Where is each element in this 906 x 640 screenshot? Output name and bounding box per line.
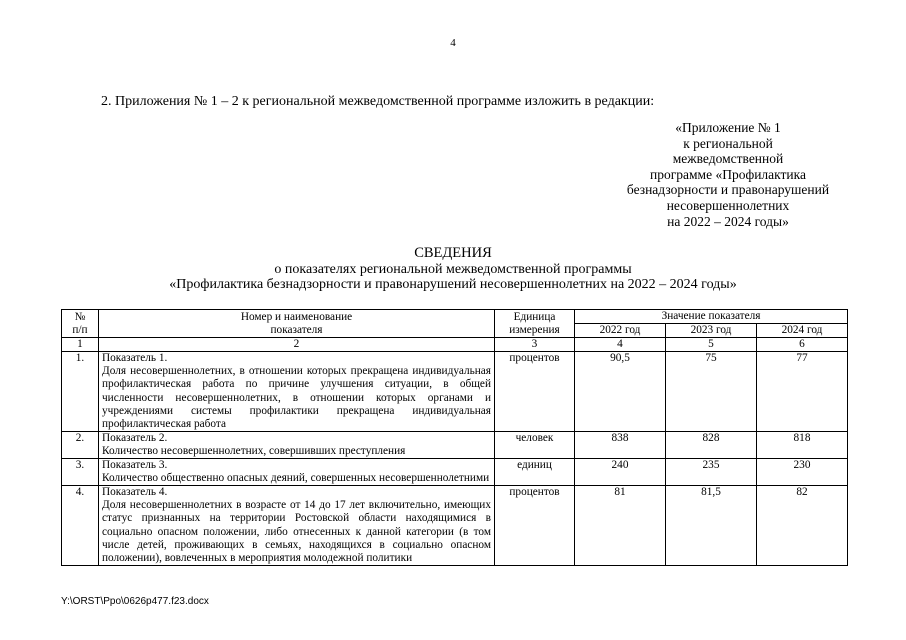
header-year-2024: 2024 год (757, 324, 848, 338)
indicator-description: Количество несовершеннолетних, совершивших преступления (102, 444, 406, 457)
heading-program-name: «Профилактика безнадзорности и правонарушений несовершеннолетних на 2022 – 2024 годы» (169, 277, 737, 292)
appendix-line: на 2022 – 2024 годы» (667, 213, 789, 229)
indicator-cell (99, 352, 495, 432)
appendix-line: безнадзорности и правонарушений (626, 182, 830, 198)
unit-cell: единиц (495, 459, 575, 486)
row-number: 3. (62, 459, 99, 486)
table-row (62, 486, 848, 566)
indicator-cell (99, 431, 495, 458)
value-2022: 90,5 (575, 352, 666, 432)
header-number (62, 310, 99, 338)
header-name-line: Номер и наименование (240, 310, 353, 323)
header-unit-line: Единица (513, 310, 556, 323)
indicator-description: Количество общественно опасных деяний, совершенных несовершеннолетними (102, 472, 490, 485)
header-value-group: Значение показателя (575, 310, 848, 324)
column-numbers-row (62, 338, 848, 352)
table-row (62, 431, 848, 458)
value-2022: 81 (575, 486, 666, 566)
value-2023: 75 (666, 352, 757, 432)
value-2023: 828 (666, 431, 757, 458)
table-row (62, 459, 848, 486)
row-number: 4. (62, 486, 99, 566)
document-heading (0, 246, 906, 293)
indicator-description: Доля несовершеннолетних в возрасте от 14 до 17 лет включительно, имеющих статус признанных на территории Ростовской области находящимися в социально опасном положении, либо отнесенных к данной категории (в том числе детей, проживающих в семьях, находящихся в социально опасном положении), вовлеченных в мероприятия молодежной политики (102, 499, 491, 564)
file-path-footer: Y:\ORST\Ppo\0626p477.f23.docx (61, 596, 209, 607)
intro-paragraph: 2. Приложения № 1 – 2 к региональной межведомственной программе изложить в редакции: (101, 94, 655, 109)
value-2023: 235 (666, 459, 757, 486)
table-row (62, 352, 848, 432)
indicator-title: Показатель 2. (102, 431, 168, 444)
indicator-cell (99, 486, 495, 566)
header-number-line: № (74, 310, 86, 323)
header-unit-line: измерения (509, 323, 560, 336)
indicator-description: Доля несовершеннолетних, в отношении которых прекращена индивидуальная профилактическая работа по причине улучшения ситуации, в общей численности несовершеннолетних, в отношении которых органами и учреждениями системы профилактики прекращена индивидуальная профилактическая работа (102, 365, 491, 430)
appendix-reference (610, 120, 846, 229)
unit-cell: процентов (495, 486, 575, 566)
header-name-line: показателя (270, 323, 323, 336)
row-number: 1. (62, 352, 99, 432)
unit-cell: процентов (495, 352, 575, 432)
column-number: 2 (99, 338, 495, 352)
column-number: 6 (757, 338, 848, 352)
value-2023: 81,5 (666, 486, 757, 566)
table-header-row (62, 310, 848, 324)
value-2024: 230 (757, 459, 848, 486)
appendix-line: программе «Профилактика (649, 166, 806, 182)
column-number: 4 (575, 338, 666, 352)
column-number: 1 (62, 338, 99, 352)
unit-cell: человек (495, 431, 575, 458)
appendix-line: несовершеннолетних (666, 197, 790, 213)
value-2024: 77 (757, 352, 848, 432)
page-number: 4 (450, 37, 456, 49)
header-number-line: п/п (72, 323, 88, 336)
row-number: 2. (62, 431, 99, 458)
indicator-cell (99, 459, 495, 486)
heading-subtitle: о показателях региональной межведомственной программы (274, 261, 632, 277)
indicator-title: Показатель 1. (102, 352, 168, 365)
appendix-line: межведомственной (672, 151, 784, 167)
column-number: 3 (495, 338, 575, 352)
value-2024: 82 (757, 486, 848, 566)
value-2022: 838 (575, 431, 666, 458)
header-year-2023: 2023 год (666, 324, 757, 338)
header-name (99, 310, 495, 338)
header-unit (495, 310, 575, 338)
indicator-title: Показатель 3. (102, 459, 168, 472)
appendix-line: к региональной (683, 135, 773, 151)
indicator-title: Показатель 4. (102, 486, 168, 499)
column-number: 5 (666, 338, 757, 352)
appendix-line: «Приложение № 1 (675, 120, 781, 135)
value-2024: 818 (757, 431, 848, 458)
value-2022: 240 (575, 459, 666, 486)
indicators-table (61, 309, 848, 566)
header-year-2022: 2022 год (575, 324, 666, 338)
heading-title: СВЕДЕНИЯ (414, 245, 492, 261)
